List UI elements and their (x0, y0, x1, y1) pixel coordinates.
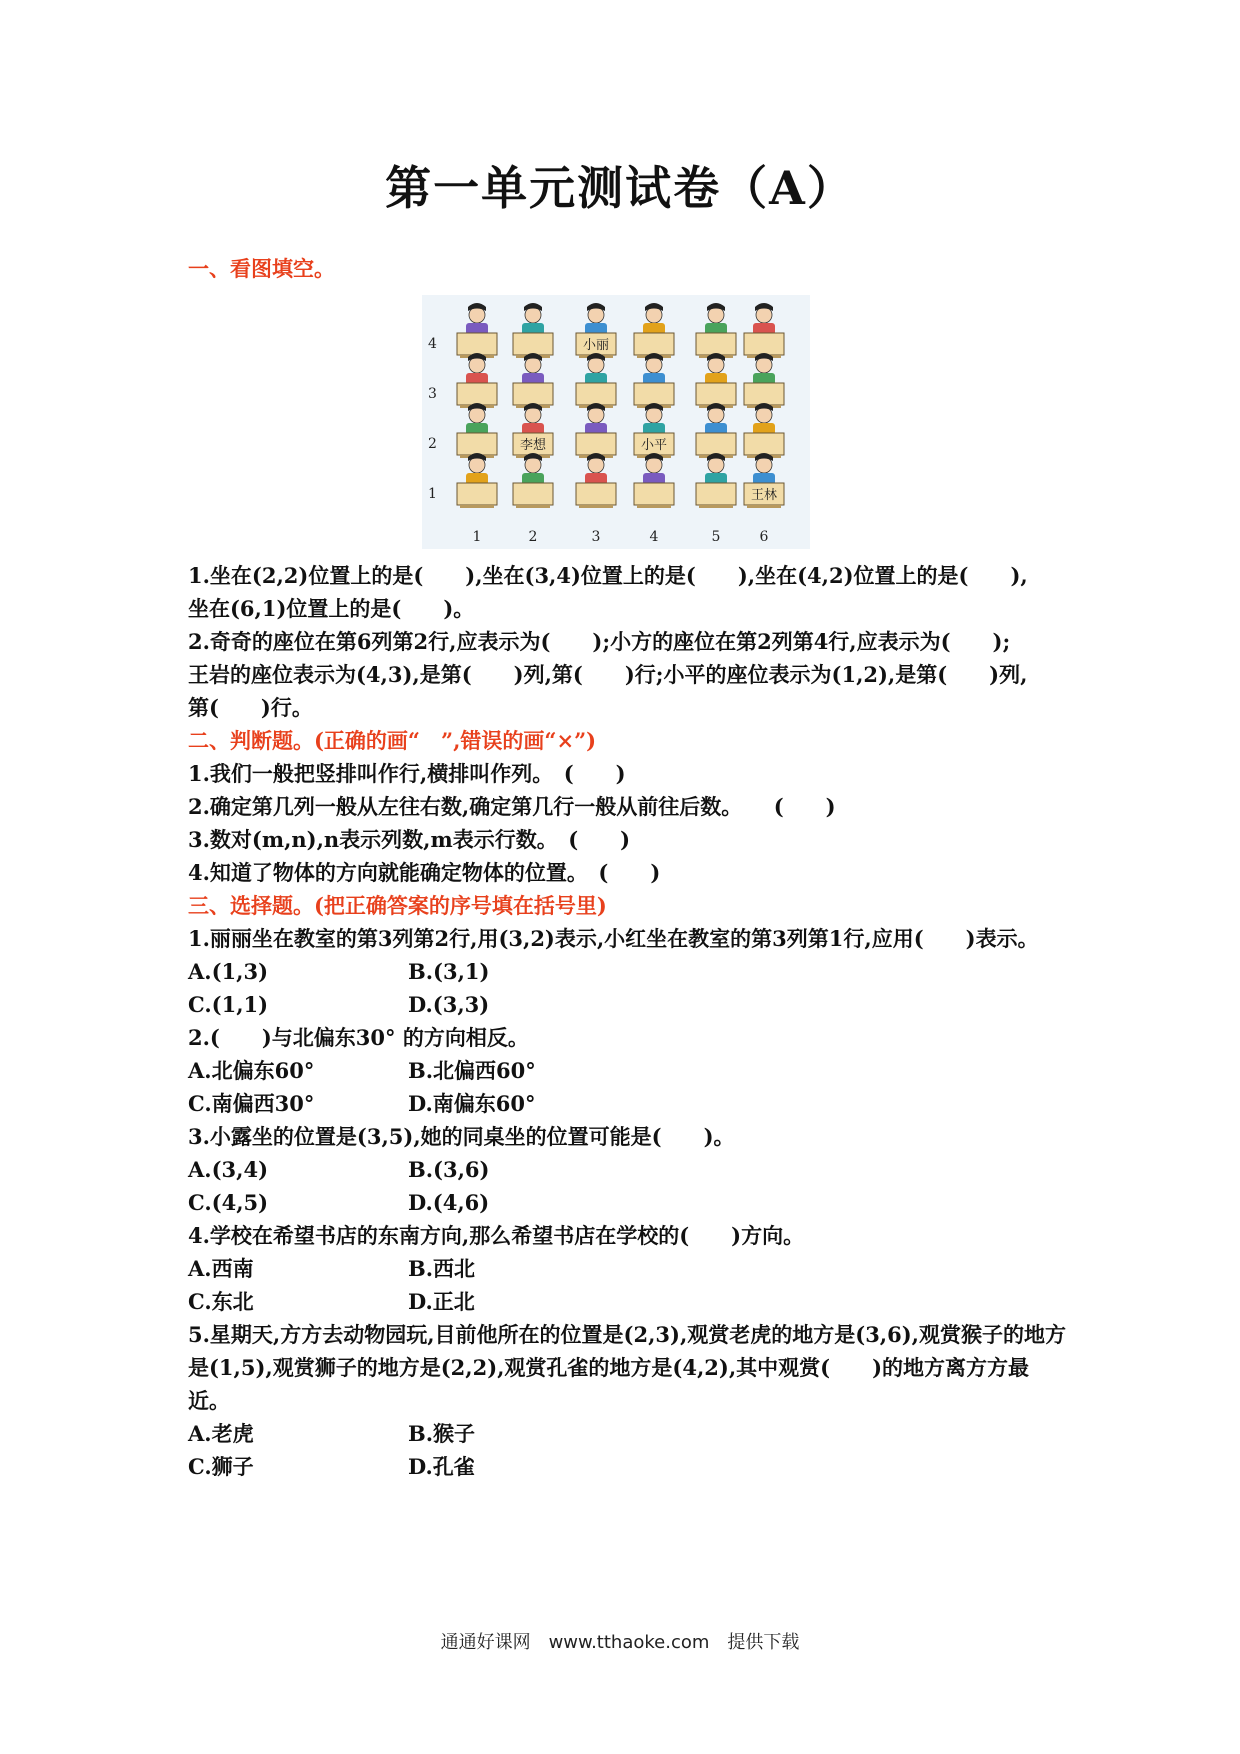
desk (457, 383, 497, 405)
s3-q1-options-row1 (188, 955, 1068, 988)
worksheet-body (188, 252, 1068, 1483)
s3-q3-options-row1 (188, 1153, 1068, 1186)
row-number-label: 3 (428, 386, 437, 402)
s3-q1-options-row2 (188, 988, 1068, 1021)
desk-leg (516, 505, 550, 508)
desk-leg (579, 505, 613, 508)
column-number-label: 6 (759, 529, 769, 545)
option-a: A.北偏东60° (188, 1058, 315, 1083)
option-d: D.正北 (408, 1289, 475, 1314)
section1-heading: 一、看图填空。 (188, 256, 335, 281)
option-d: D.(3,3) (408, 992, 490, 1017)
desk (513, 383, 553, 405)
desk (634, 483, 674, 505)
s3-q4-options-row2 (188, 1285, 1068, 1318)
option-b: B.北偏西60° (408, 1058, 536, 1083)
s1-q1-line2: 坐在(6,1)位置上的是( )。 (188, 596, 475, 621)
s1-q2-line2: 王岩的座位表示为(4,3),是第( )列,第( )行;小平的座位表示为(1,2),是第( )列, (188, 662, 1028, 687)
s2-item-4: 4.知道了物体的方向就能确定物体的位置。 ( ) (188, 860, 661, 885)
option-c: C.东北 (188, 1289, 254, 1314)
desk-leg (699, 505, 733, 508)
option-a: A.老虎 (188, 1421, 254, 1446)
s3-q1: 1.丽丽坐在教室的第3列第2行,用(3,2)表示,小红坐在教室的第3列第1行,应用( )表示。 (188, 926, 1039, 951)
section2-heading: 二、判断题。(正确的画“ ”,错误的画“×”) (188, 728, 597, 753)
desk (744, 383, 784, 405)
desk (696, 433, 736, 455)
section3-heading: 三、选择题。(把正确答案的序号填在括号里) (188, 893, 607, 918)
page-title: 第一单元测试卷（A） (385, 161, 855, 215)
desk (634, 383, 674, 405)
s2-item-2: 2.确定第几列一般从左往右数,确定第几行一般从前往后数。 ( ) (188, 794, 836, 819)
desk (696, 383, 736, 405)
desk (744, 433, 784, 455)
option-c: C.(1,1) (188, 992, 269, 1017)
desk (744, 333, 784, 355)
desk-name-label: 王林 (750, 488, 778, 503)
s3-q5-options-row2 (188, 1450, 1068, 1483)
row-number-label: 2 (428, 436, 437, 452)
option-c: C.(4,5) (188, 1190, 269, 1215)
s3-q2-options-row1 (188, 1054, 1068, 1087)
option-a: A.西南 (188, 1256, 254, 1281)
option-a: A.(1,3) (188, 959, 269, 984)
desk (576, 383, 616, 405)
desk-leg (637, 505, 671, 508)
s3-q4-options-row1 (188, 1252, 1068, 1285)
s3-q3: 3.小露坐的位置是(3,5),她的同桌坐的位置可能是( )。 (188, 1124, 735, 1149)
option-b: B.猴子 (408, 1421, 476, 1446)
s2-item-1: 1.我们一般把竖排叫作行,横排叫作列。 ( ) (188, 761, 626, 786)
desk (457, 333, 497, 355)
option-c: C.南偏西30° (188, 1091, 315, 1116)
s3-q2-options-row2 (188, 1087, 1068, 1120)
column-number-label: 1 (472, 529, 482, 545)
option-c: C.狮子 (188, 1454, 254, 1479)
s3-q5-options-row1 (188, 1417, 1068, 1450)
desk (696, 483, 736, 505)
desk-name-label: 李想 (519, 438, 547, 453)
column-number-label: 3 (591, 529, 601, 545)
s3-q5: 5.星期天,方方去动物园玩,目前他所在的位置是(2,3),观赏老虎的地方是(3,6),观赏猴子的地方是(1,5),观赏狮子的地方是(2,2),观赏孔雀的地方是(4,2),其中观赏( )的地方离方方最近。 (188, 1322, 1066, 1413)
option-b: B.(3,1) (408, 959, 490, 984)
option-d: D.(4,6) (408, 1190, 490, 1215)
option-d: D.孔雀 (408, 1454, 475, 1479)
column-number-label: 5 (711, 529, 721, 545)
s3-q4: 4.学校在希望书店的东南方向,那么希望书店在学校的( )方向。 (188, 1223, 805, 1248)
desk (576, 433, 616, 455)
classroom-seating-figure (422, 295, 810, 549)
row-number-label: 4 (428, 336, 437, 352)
desk (634, 333, 674, 355)
option-b: B.(3,6) (408, 1157, 490, 1182)
desk (576, 483, 616, 505)
s1-q2-line1: 2.奇奇的座位在第6列第2行,应表示为( );小方的座位在第2列第4行,应表示为( ); (188, 629, 1011, 654)
desk-name-label: 小平 (640, 438, 668, 453)
s1-q2-line3: 第( )行。 (188, 695, 313, 720)
desk (513, 333, 553, 355)
page-footer: 通通好课网 www.tthaoke.com 提供下载 (440, 1632, 800, 1653)
s1-q1-line1: 1.坐在(2,2)位置上的是( ),坐在(3,4)位置上的是( ),坐在(4,2)位置上的是( ), (188, 563, 1028, 588)
s3-q2: 2.( )与北偏东30° 的方向相反。 (188, 1025, 529, 1050)
column-number-label: 2 (528, 529, 538, 545)
option-d: D.南偏东60° (408, 1091, 536, 1116)
s2-item-3: 3.数对(m,n),n表示列数,m表示行数。 ( ) (188, 827, 631, 852)
desk-leg (747, 505, 781, 508)
row-number-label: 1 (428, 486, 437, 502)
desk-leg (460, 505, 494, 508)
column-number-label: 4 (649, 529, 659, 545)
s3-q3-options-row2 (188, 1186, 1068, 1219)
desk (513, 483, 553, 505)
option-b: B.西北 (408, 1256, 476, 1281)
desk-name-label: 小丽 (582, 338, 610, 353)
desk (696, 333, 736, 355)
seating-grid-illustration (422, 295, 810, 549)
option-a: A.(3,4) (188, 1157, 269, 1182)
desk (457, 483, 497, 505)
desk (457, 433, 497, 455)
